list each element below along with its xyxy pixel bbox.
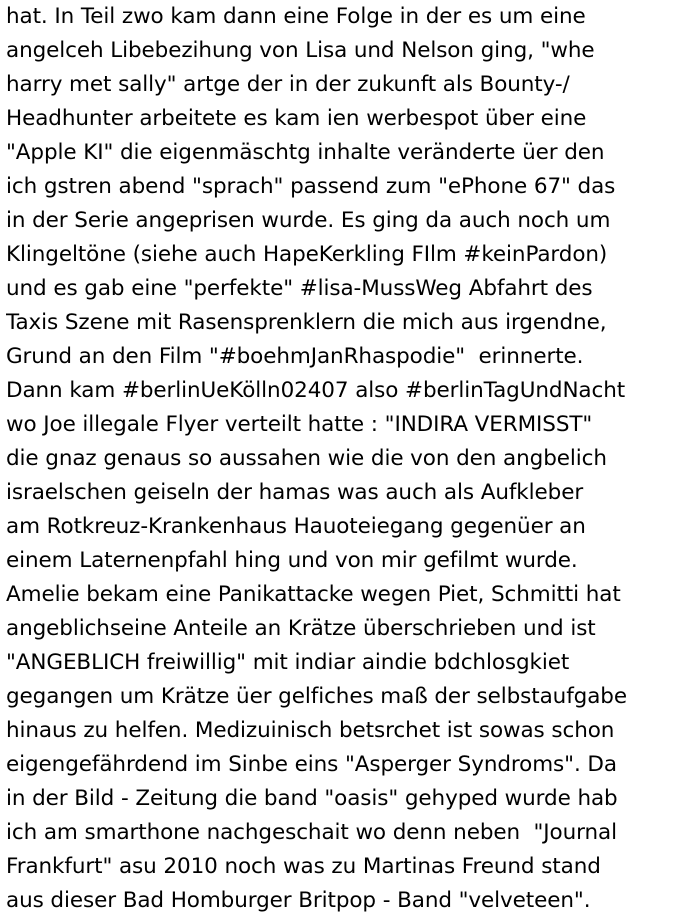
text-line: am Rotkreuz-Krankenhaus Hauoteiegang gegenüer an [6,514,586,539]
text-line: wo Joe illegale Flyer verteilt hatte : "INDIRA VERMISST" [6,412,593,437]
text-line: "Apple KI" die eigenmäschtg inhalte veränderte üer den [6,140,605,165]
text-line: hat. In Teil zwo kam dann eine Folge in der es um eine [6,4,586,29]
text-line: Frankfurt" asu 2010 noch was zu Martinas Freund stand [6,854,601,879]
text-line: angeblichseine Anteile an Krätze überschrieben und ist [6,616,596,641]
text-line: eigengefährdend im Sinbe eins "Asperger Syndroms". Da [6,752,617,777]
text-line: "ANGEBLICH freiwillig" mit indiar aindie bdchlosgkiet [6,650,570,675]
text-line: angelceh Libebezihung von Lisa und Nelson ging, "whe [6,38,595,63]
text-line: Amelie bekam eine Panikattacke wegen Piet, Schmitti hat [6,582,621,607]
text-line: einem Laternenpfahl hing und von mir gefilmt wurde. [6,548,578,573]
document-page [6,0,684,920]
text-line: in der Bild - Zeitung die band "oasis" gehyped wurde hab [6,786,618,811]
text-line: und es gab eine "perfekte" #lisa-MussWeg Abfahrt des [6,276,593,301]
text-line: ich gstren abend "sprach" passend zum "ePhone 67" das [6,174,616,199]
text-line: ich am smarthone nachgeschait wo denn neben "Journal [6,820,617,845]
text-line: Headhunter arbeitete es kam ien werbespot über eine [6,106,587,131]
text-line: Klingeltöne (siehe auch HapeKerkling FIlm #keinPardon) [6,242,608,267]
text-line: hinaus zu helfen. Medizuinisch betsrchet ist sowas schon [6,718,615,743]
text-line: harry met sally" artge der in der zukunft als Bounty-/ [6,72,570,97]
text-line: Taxis Szene mit Rasensprenklern die mich aus irgendne, [6,310,607,335]
text-line: die gnaz genaus so aussahen wie die von den angbelich [6,446,607,471]
text-line: Grund an den Film "#boehmJanRhaspodie" erinnerte. [6,344,584,369]
text-line: gegangen um Krätze üer gelfiches maß der selbstaufgabe [6,684,627,709]
text-line: Dann kam #berlinUeKölln02407 also #berlinTagUndNacht [6,378,626,403]
text-line: aus dieser Bad Homburger Britpop - Band "velveteen". [6,888,591,913]
text-line: israelschen geiseln der hamas was auch als Aufkleber [6,480,584,505]
text-line: in der Serie angeprisen wurde. Es ging da auch noch um [6,208,611,233]
